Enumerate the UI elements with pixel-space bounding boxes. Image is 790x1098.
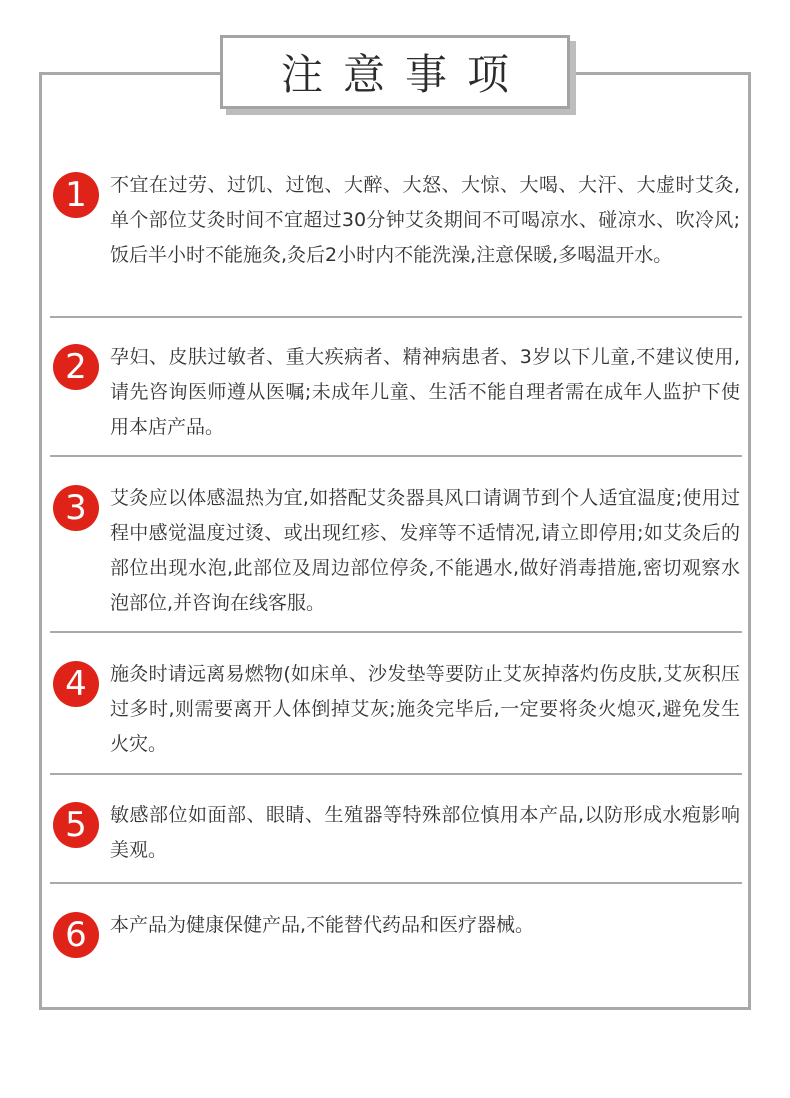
number-badge-5: 5 [53, 802, 99, 848]
notice-text-3: 艾灸应以体感温热为宜,如搭配艾灸器具风口请调节到个人适宜温度;使用过程中感觉温度过烫、或出现红疹、发痒等不适情况,请立即停用;如艾灸后的部位出现水泡,此部位及周边部位停灸,不能遇水,做好消毒措施,密切观察水泡部位,并咨询在线客服。 [110, 487, 740, 614]
divider [50, 631, 742, 633]
notice-text-2: 孕妇、皮肤过敏者、重大疾病者、精神病患者、3岁以下儿童,不建议使用,请先咨询医师遵从医嘱;未成年儿童、生活不能自理者需在成年人监护下使用本店产品。 [110, 346, 740, 438]
divider [50, 882, 742, 884]
notice-text-1: 不宜在过劳、过饥、过饱、大醉、大怒、大惊、大喝、大汗、大虚时艾灸,单个部位艾灸时间不宜超过30分钟艾灸期间不可喝凉水、碰凉水、吹冷风;饭后半小时不能施灸,灸后2小时内不能洗澡,注意保暖,多喝温开水。 [110, 174, 740, 266]
divider [50, 316, 742, 318]
notice-text-5: 敏感部位如面部、眼睛、生殖器等特殊部位慎用本产品,以防形成水疱影响美观。 [110, 804, 740, 861]
number-badge-3: 3 [53, 485, 99, 531]
number-badge-1: 1 [53, 172, 99, 218]
divider [50, 773, 742, 775]
page-title: 注意事项 [280, 50, 529, 99]
notice-text-6: 本产品为健康保健产品,不能替代药品和医疗器械。 [110, 914, 535, 936]
number-badge-2: 2 [53, 344, 99, 390]
title-box [220, 35, 570, 109]
number-badge-6: 6 [53, 912, 99, 958]
number-badge-4: 4 [53, 661, 99, 707]
divider [50, 455, 742, 457]
notice-text-4: 施灸时请远离易燃物(如床单、沙发垫等要防止艾灰掉落灼伤皮肤,艾灰积压过多时,则需要离开人体倒掉艾灰;施灸完毕后,一定要将灸火熄灭,避免发生火灾。 [110, 663, 740, 755]
